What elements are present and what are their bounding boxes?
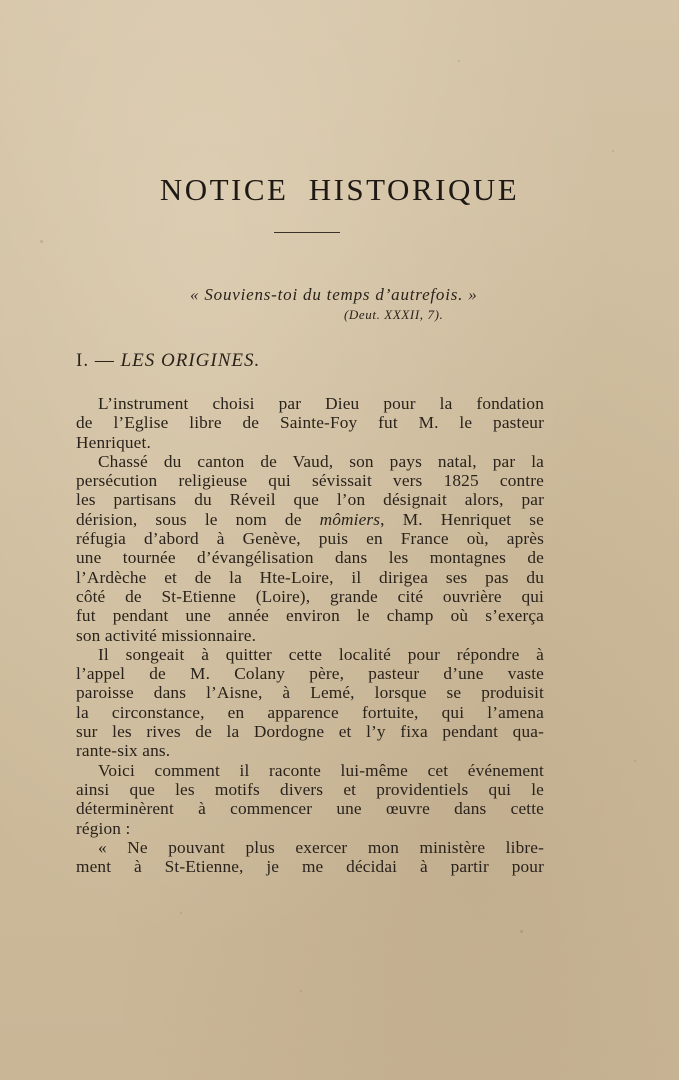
text-line: ainsi que les motifs divers et providentiels qui le (76, 779, 544, 799)
body-text (76, 394, 544, 876)
text-line: la circonstance, en apparence fortuite, qui l’amena (76, 702, 544, 722)
text-fragment: , M. Henriquet se (380, 509, 544, 529)
title-divider (274, 232, 340, 233)
text-line: fut pendant une année environ le champ où s’exerça (76, 606, 544, 626)
text-line: une tournée d’évangélisation dans les montagnes de (76, 548, 544, 568)
text-line: région : (76, 818, 131, 838)
text-fragment: dérision, sous le nom de (76, 509, 302, 529)
epigraph-quote: « Souviens-toi du temps d’autrefois. » (190, 285, 478, 304)
text-line: côté de St-Etienne (Loire), grande cité ouvrière qui (76, 586, 544, 606)
text-line: Il songeait à quitter cette localité pour répondre à (98, 644, 544, 664)
text-line: Voici comment il raconte lui-même cet événement (98, 760, 544, 780)
page-title: NOTICE HISTORIQUE (159, 172, 520, 207)
section-number: I. — (76, 350, 115, 371)
text-line: les partisans du Réveil que l’on désignait alors, par (76, 490, 544, 510)
text-line: Chassé du canton de Vaud, son pays natal, par la (98, 451, 544, 471)
text-line: réfugia d’abord à Genève, puis en France où, après (76, 529, 544, 549)
text-line: son activité missionnaire. (76, 625, 257, 645)
text-line: persécution religieuse qui sévissait vers 1825 contre (76, 471, 544, 491)
epigraph-reference: (Deut. XXXII, 7). (344, 307, 444, 322)
text-line: l’appel de M. Colany père, pasteur d’une vaste (76, 664, 544, 684)
text-line: sur les rives de la Dordogne et l’y fixa pendant qua- (76, 722, 544, 742)
text-line: déterminèrent à commencer une œuvre dans cette (76, 799, 544, 819)
text-line: « Ne pouvant plus exercer mon ministère libre- (98, 837, 544, 857)
text-line: ment à St-Etienne, je me décidai à partir pour (76, 857, 544, 877)
text-line: de l’Eglise libre de Sainte-Foy fut M. le pasteur (76, 413, 544, 433)
section-heading (76, 350, 260, 372)
section-title: LES ORIGINES. (120, 350, 261, 371)
text-line: Henriquet. (76, 432, 151, 452)
text-line (76, 510, 544, 529)
text-line: rante-six ans. (76, 741, 171, 761)
text-line: L’instrument choisi par Dieu pour la fondation (98, 394, 544, 413)
text-line: l’Ardèche et de la Hte-Loire, il dirigea ses pas du (76, 567, 544, 587)
italic-term: mômiers (319, 509, 381, 529)
text-line: paroisse dans l’Aisne, à Lemé, lorsque se produisit (76, 683, 544, 703)
